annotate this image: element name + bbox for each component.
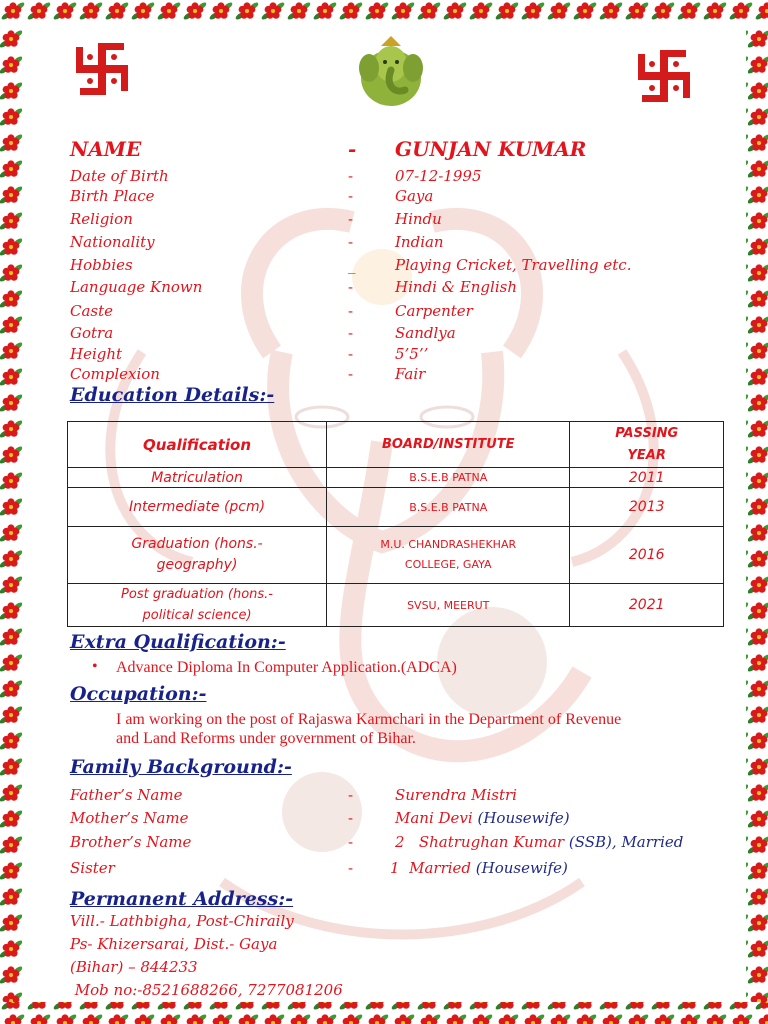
detail-label: Religion <box>70 210 133 228</box>
mother-value: Mani Devi <box>395 809 473 827</box>
occupation-line1: I am working on the post of Rajaswa Karmchari in the Department of Revenue <box>116 711 622 728</box>
detail-separator: _ <box>348 256 356 274</box>
separator: - <box>348 833 354 851</box>
address-heading: Permanent Address:- <box>70 888 294 910</box>
detail-label: Nationality <box>70 233 155 251</box>
detail-separator: - <box>348 324 354 342</box>
mother-row <box>395 809 570 827</box>
mobile-number: Mob no:-8521688266, 7277081206 <box>70 981 343 999</box>
education-heading: Education Details:- <box>70 384 275 406</box>
detail-label: Caste <box>70 302 114 320</box>
swastika-icon <box>632 44 696 108</box>
occupation-line2: and Land Reforms under government of Bihar. <box>116 730 416 747</box>
qualification-line2: political science) <box>142 608 252 623</box>
father-label: Father’s Name <box>70 786 183 804</box>
table-row <box>68 584 724 627</box>
detail-label: Language Known <box>70 278 203 296</box>
swastika-icon <box>70 37 134 101</box>
detail-value: 5’5’’ <box>395 345 429 363</box>
qualification-line1: Graduation (hons.- <box>131 536 263 552</box>
address-line: (Bihar) – 844233 <box>70 958 198 976</box>
brother-label: Brother’s Name <box>70 833 192 851</box>
sister-count: 1 <box>390 859 400 877</box>
address-line: Vill.- Lathbigha, Post-Chiraily <box>70 912 294 930</box>
name-separator: - <box>348 137 357 161</box>
mother-note: (Housewife) <box>477 809 570 827</box>
detail-separator: - <box>348 365 354 383</box>
year-cell: 2013 <box>570 488 724 527</box>
board-cell: SVSU, MEERUT <box>327 584 570 627</box>
board-cell: B.S.E.B PATNA <box>327 468 570 488</box>
address-line: Ps- Khizersarai, Dist.- Gaya <box>70 935 278 953</box>
year-header-line2: YEAR <box>627 447 666 463</box>
detail-value: Indian <box>395 233 444 251</box>
detail-value: Carpenter <box>395 302 473 320</box>
qualification-line2: geography) <box>156 557 238 573</box>
extra-qualification-heading: Extra Qualification:- <box>70 631 286 653</box>
name-label: NAME <box>70 137 142 161</box>
separator: - <box>348 809 354 827</box>
brother-count: 2 <box>395 833 405 851</box>
year-header <box>570 422 724 468</box>
detail-value: Gaya <box>395 187 434 205</box>
education-table <box>67 421 724 627</box>
biodata-page <box>22 22 746 1002</box>
qualification-header: Qualification <box>68 422 327 468</box>
name-value: GUNJAN KUMAR <box>395 137 587 161</box>
detail-value: Hindi & English <box>395 278 517 296</box>
qualification-cell <box>68 527 327 584</box>
brother-value: Shatrughan Kumar <box>418 833 565 851</box>
detail-label: Birth Place <box>70 187 155 205</box>
brother-status: , Married <box>611 833 684 851</box>
detail-label: Date of Birth <box>70 167 169 185</box>
board-header: BOARD/INSTITUTE <box>327 422 570 468</box>
detail-separator: - <box>348 345 354 363</box>
board-line1: M.U. CHANDRASHEKHAR <box>380 538 517 551</box>
occupation-heading: Occupation:- <box>70 683 207 705</box>
year-cell: 2011 <box>570 468 724 488</box>
bullet-icon: • <box>92 658 98 675</box>
separator: - <box>348 786 354 804</box>
father-value: Surendra Mistri <box>395 786 517 804</box>
year-header-line1: PASSING <box>615 425 679 441</box>
mother-label: Mother’s Name <box>70 809 189 827</box>
board-cell <box>327 527 570 584</box>
table-row <box>68 488 724 527</box>
detail-label: Gotra <box>70 324 114 342</box>
year-cell: 2016 <box>570 527 724 584</box>
detail-value: Sandlya <box>395 324 456 342</box>
qualification-cell <box>68 584 327 627</box>
table-row <box>68 468 724 488</box>
extra-qualification-item: Advance Diploma In Computer Application.(ADCA) <box>116 659 457 676</box>
detail-separator: - <box>348 302 354 320</box>
detail-value: Fair <box>395 365 426 383</box>
detail-separator: - <box>348 210 354 228</box>
family-heading: Family Background:- <box>70 756 292 778</box>
year-cell: 2021 <box>570 584 724 627</box>
sister-label: Sister <box>70 859 115 877</box>
detail-separator: - <box>348 278 354 296</box>
table-header-row <box>68 422 724 468</box>
separator: - <box>348 859 354 877</box>
sister-value: Married <box>409 859 472 877</box>
detail-value: 07-12-1995 <box>395 167 482 185</box>
sister-note: (Housewife) <box>475 859 568 877</box>
board-cell: B.S.E.B PATNA <box>327 488 570 527</box>
detail-separator: - <box>348 187 354 205</box>
qualification-cell: Matriculation <box>68 468 327 488</box>
brother-row <box>395 833 683 851</box>
detail-separator: - <box>348 233 354 251</box>
qualification-line1: Post graduation (hons.- <box>121 587 273 602</box>
detail-label: Complexion <box>70 365 160 383</box>
sister-row <box>390 859 568 877</box>
table-row <box>68 527 724 584</box>
detail-separator: - <box>348 167 354 185</box>
detail-value: Playing Cricket, Travelling etc. <box>395 256 632 274</box>
detail-value: Hindu <box>395 210 442 228</box>
brother-note: (SSB) <box>568 833 612 851</box>
detail-label: Height <box>70 345 123 363</box>
ganesha-icon <box>355 34 427 110</box>
board-line2: COLLEGE, GAYA <box>404 558 492 571</box>
qualification-cell: Intermediate (pcm) <box>68 488 327 527</box>
detail-label: Hobbies <box>70 256 133 274</box>
